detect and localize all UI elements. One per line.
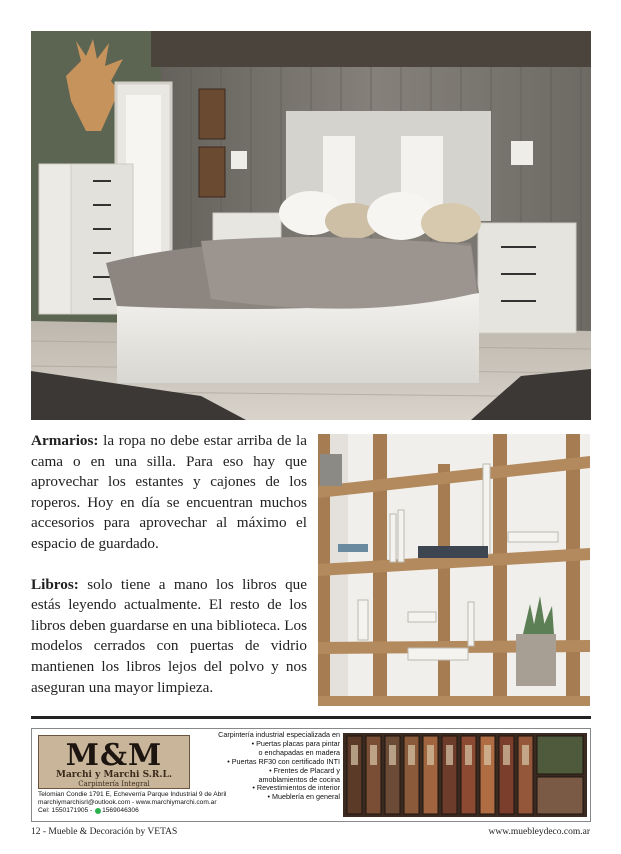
- service-item: • Frentes de Placard y: [269, 765, 340, 775]
- door-samples-photo: [343, 733, 587, 817]
- footer-page-number: 12 - Mueble & Decoración by VETAS: [31, 827, 178, 837]
- lead-armarios: Armarios:: [31, 432, 99, 449]
- advertisement-mm: [31, 728, 591, 822]
- bedroom-photo: [31, 31, 591, 420]
- address-line: Telomian Condie 1791 E, Echeverría Parque Industrial 9 de Abril: [38, 791, 227, 798]
- whatsapp-number: 1569046306: [102, 807, 139, 815]
- footer-website-link[interactable]: www.muebleydeco.com.ar: [488, 827, 590, 837]
- article-text: [31, 431, 307, 718]
- services-title: Carpintería industrial especializada en: [218, 730, 340, 739]
- whatsapp-icon: [95, 808, 101, 814]
- phone-line: [38, 807, 248, 815]
- email-line: marchiymarchisrl@outlook.com - www.marchiymarchi.com.ar: [38, 799, 217, 807]
- service-item: • Mueblería en general: [267, 792, 340, 802]
- text-armarios: la ropa no debe estar arriba de la cama o en una silla. Para eso hay que aprovechar los estantes y cajones de los roperos. Hoy en día se encuentran muchos accesorios para aprovechar al máximo el espacio de guardado.: [31, 432, 307, 552]
- logo-tagline: Carpintería Integral: [78, 780, 150, 788]
- paragraph-armarios: [31, 431, 307, 555]
- phone-label: Cel: 1550171905 -: [38, 807, 95, 815]
- section-divider: [31, 716, 591, 719]
- lead-libros: Libros:: [31, 575, 79, 593]
- bookshelf-photo: [318, 434, 590, 706]
- service-item: • Revestimientos de interior: [252, 783, 340, 793]
- paragraph-libros: [31, 575, 307, 699]
- services-list: [210, 731, 340, 802]
- logo-company-name: Marchi y Marchi S.R.L.: [56, 770, 172, 780]
- service-item: • Puertas RF30 con certificado INTI: [227, 756, 340, 766]
- logo-mark: M&M: [65, 738, 163, 773]
- service-item: o enchapadas en madera: [258, 747, 340, 757]
- company-logo: [38, 735, 190, 789]
- text-libros: solo tiene a mano los libros que estás leyendo actualmente. El resto de los libros deben guardarse en una biblioteca. Los modelos cerrados con puertas de vidrio mantienen los libros lejos del polvo y nos aseguran una mayor limpieza.: [31, 575, 307, 696]
- service-item: amoblamientos de cocina: [258, 774, 340, 784]
- service-item: • Puertas placas para pintar: [251, 738, 340, 748]
